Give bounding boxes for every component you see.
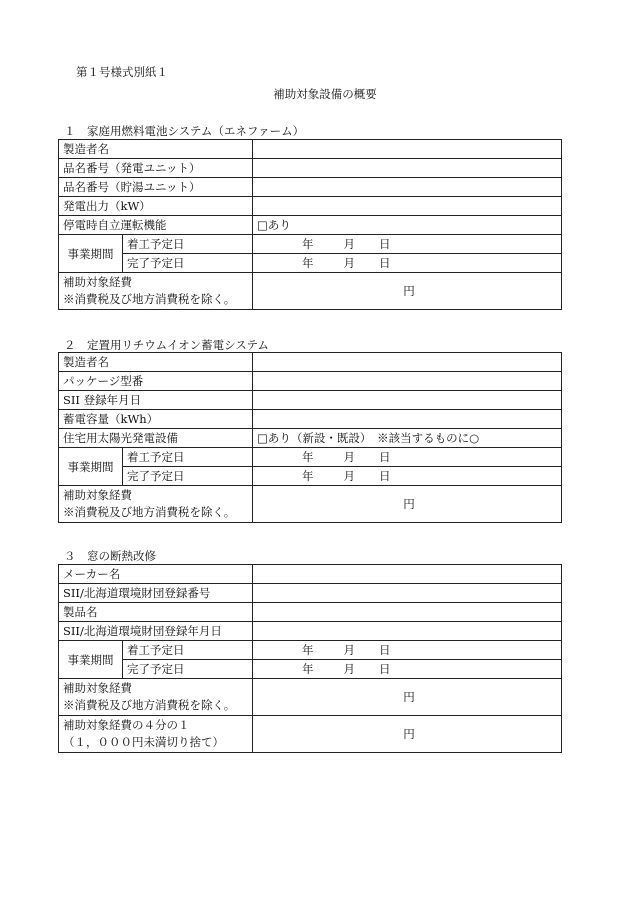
label-manufacturer: 製造者名 [59, 140, 253, 159]
label-maker: メーカー名 [59, 565, 253, 584]
month-label: 月 [343, 256, 355, 270]
start-date-field[interactable] [253, 235, 562, 254]
value-reg-no[interactable] [253, 584, 562, 603]
label-end: 完了予定日 [123, 660, 253, 679]
label-cost [59, 679, 253, 716]
section3-heading: ３ 窓の断熱改修 [64, 549, 156, 563]
value-product-no-gen[interactable] [253, 159, 562, 178]
label-end: 完了予定日 [123, 254, 253, 273]
cost-field[interactable] [253, 679, 562, 716]
section1-heading: １ 家庭用燃料電池システム（エネファーム） [64, 124, 305, 138]
table-row [59, 641, 562, 660]
table-row [59, 448, 562, 467]
value-capacity[interactable] [253, 410, 562, 429]
yen-unit: 円 [403, 497, 415, 511]
value-package[interactable] [253, 372, 562, 391]
table-row [59, 372, 562, 391]
label-period: 事業期間 [59, 641, 123, 679]
month-label: 月 [343, 643, 355, 657]
table-row [59, 467, 562, 486]
end-date-field[interactable] [253, 660, 562, 679]
form-number: 第１号様式別紙１ [76, 65, 168, 79]
cost-label-line1: 補助対象経費 [63, 275, 132, 289]
day-label: 日 [379, 450, 391, 464]
table-row [59, 429, 562, 448]
label-start: 着工予定日 [123, 235, 253, 254]
start-date-field[interactable] [253, 448, 562, 467]
table-row [59, 716, 562, 753]
table-row [59, 660, 562, 679]
solar-checkbox[interactable]: □あり（新設・既設） ※該当するものに○ [253, 429, 562, 448]
value-maker[interactable] [253, 565, 562, 584]
table-row [59, 584, 562, 603]
cost-label-line2: ※消費税及び地方消費税を除く。 [63, 698, 236, 712]
table-row [59, 679, 562, 716]
label-solar: 住宅用太陽光発電設備 [59, 429, 253, 448]
table-row [59, 486, 562, 523]
quarter-cost-field[interactable] [253, 716, 562, 753]
year-label: 年 [302, 469, 314, 483]
table-row [59, 410, 562, 429]
table-row [59, 353, 562, 372]
label-start: 着工予定日 [123, 448, 253, 467]
blackout-checkbox[interactable]: □あり [253, 216, 562, 235]
year-label: 年 [302, 450, 314, 464]
section2-table [58, 352, 562, 523]
start-date-field[interactable] [253, 641, 562, 660]
label-start: 着工予定日 [123, 641, 253, 660]
table-row [59, 216, 562, 235]
label-end: 完了予定日 [123, 467, 253, 486]
month-label: 月 [343, 662, 355, 676]
day-label: 日 [379, 643, 391, 657]
label-product: 製品名 [59, 603, 253, 622]
value-sii-date[interactable] [253, 391, 562, 410]
year-label: 年 [302, 662, 314, 676]
label-sii-date: SII 登録年月日 [59, 391, 253, 410]
section1-table [58, 139, 562, 310]
value-reg-date[interactable] [253, 622, 562, 641]
section2-heading: ２ 定置用リチウムイオン蓄電システム [64, 338, 269, 352]
label-manufacturer: 製造者名 [59, 353, 253, 372]
quarter-label-line2: （１，０００円未満切り捨て） [63, 735, 224, 749]
label-product-no-tank: 品名番号（貯湯ユニット） [59, 178, 253, 197]
quarter-label-line1: 補助対象経費の４分の１ [63, 718, 190, 732]
table-row [59, 140, 562, 159]
label-blackout: 停電時自立運転機能 [59, 216, 253, 235]
label-reg-date: SII/北海道環境財団登録年月日 [59, 622, 253, 641]
section3-table [58, 564, 562, 753]
year-label: 年 [302, 643, 314, 657]
cost-label-line2: ※消費税及び地方消費税を除く。 [63, 505, 236, 519]
label-cost [59, 273, 253, 310]
month-label: 月 [343, 469, 355, 483]
table-row [59, 254, 562, 273]
yen-unit: 円 [403, 284, 415, 298]
year-label: 年 [302, 256, 314, 270]
yen-unit: 円 [403, 727, 415, 741]
table-row [59, 197, 562, 216]
table-row [59, 235, 562, 254]
label-reg-no: SII/北海道環境財団登録番号 [59, 584, 253, 603]
table-row [59, 391, 562, 410]
value-product-no-tank[interactable] [253, 178, 562, 197]
value-manufacturer[interactable] [253, 140, 562, 159]
cost-field[interactable] [253, 273, 562, 310]
table-row [59, 159, 562, 178]
cost-label-line2: ※消費税及び地方消費税を除く。 [63, 292, 236, 306]
cost-label-line1: 補助対象経費 [63, 488, 132, 502]
year-label: 年 [302, 237, 314, 251]
label-output: 発電出力（kW） [59, 197, 253, 216]
doc-title-text: 補助対象設備の概要 [273, 87, 377, 101]
label-product-no-gen: 品名番号（発電ユニット） [59, 159, 253, 178]
end-date-field[interactable] [253, 467, 562, 486]
label-capacity: 蓄電容量（kWh） [59, 410, 253, 429]
month-label: 月 [343, 237, 355, 251]
yen-unit: 円 [403, 690, 415, 704]
cost-field[interactable] [253, 486, 562, 523]
table-row [59, 565, 562, 584]
day-label: 日 [379, 662, 391, 676]
day-label: 日 [379, 469, 391, 483]
label-package: パッケージ型番 [59, 372, 253, 391]
doc-title [0, 86, 630, 102]
day-label: 日 [379, 237, 391, 251]
table-row [59, 622, 562, 641]
table-row [59, 273, 562, 310]
table-row [59, 178, 562, 197]
label-cost [59, 486, 253, 523]
month-label: 月 [343, 450, 355, 464]
value-manufacturer[interactable] [253, 353, 562, 372]
value-product[interactable] [253, 603, 562, 622]
day-label: 日 [379, 256, 391, 270]
end-date-field[interactable] [253, 254, 562, 273]
table-row [59, 603, 562, 622]
value-output[interactable] [253, 197, 562, 216]
label-period: 事業期間 [59, 448, 123, 486]
label-period: 事業期間 [59, 235, 123, 273]
label-quarter-cost [59, 716, 253, 753]
cost-label-line1: 補助対象経費 [63, 681, 132, 695]
